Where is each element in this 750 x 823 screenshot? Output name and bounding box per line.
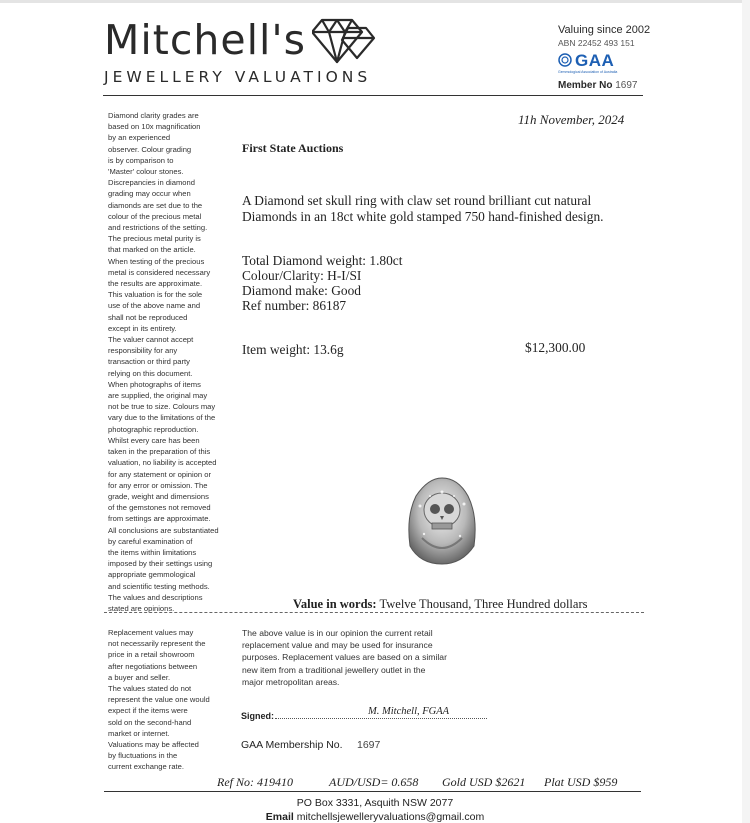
retail-line: new item from a traditional jewellery outlet in the [242, 664, 426, 675]
signature-line [275, 718, 487, 719]
footer-plat-price: Plat USD $959 [544, 775, 618, 789]
total-diamond-weight: Total Diamond weight: 1.80ct [242, 253, 403, 268]
disclaimer-line: sold on the second-hand [108, 717, 192, 727]
retail-line: The above value is in our opinion the current retail [242, 628, 433, 638]
disclaimer-line: not be true to size. Colours may [108, 402, 216, 412]
disclaimer-line: All conclusions are substantiated [108, 525, 219, 535]
disclaimer-line: represent the value one would [108, 695, 210, 705]
disclaimer-line: photographic reproduction. [108, 424, 199, 434]
disclaimer-line: of the gemstones not removed [108, 503, 211, 513]
item-weight: Item weight: 13.6g [242, 342, 344, 357]
abn-number: ABN 22452 493 151 [558, 38, 635, 48]
disclaimer-line: Diamond clarity grades are [108, 111, 199, 120]
disclaimer-line: imposed by their settings using [108, 559, 213, 569]
item-description: A Diamond set skull ring with claw set round brilliant cut natural Diamonds in an 18ct white gold stamped 750 hand-finished design. [242, 193, 604, 224]
retail-line: major metropolitan areas. [242, 676, 340, 687]
disclaimer-line: based on 10x magnification [108, 122, 201, 132]
gaa-subtitle: Gemmological Association of Australia [558, 70, 618, 74]
disclaimer-line: vary due to the limitations of the [108, 413, 216, 423]
disclaimer-line: for any error or omission. The [108, 480, 208, 490]
disclaimer-line: current exchange rate. [108, 762, 184, 772]
postal-address: PO Box 3331, Asquith NSW 2077 [296, 797, 454, 809]
footer-ref-no: Ref No: 419410 [217, 775, 293, 789]
disclaimer-line: diamonds are set due to the [108, 200, 203, 210]
retail-statement [242, 627, 492, 688]
disclaimer-line: the items within limitations [108, 547, 197, 557]
disclaimer-line: grading may occur when [108, 189, 191, 199]
disclaimer-line: and restrictions of the setting. [108, 223, 208, 233]
disclaimer-line: Valuations may be affected [108, 740, 199, 750]
diamond-make: Diamond make: Good [242, 283, 362, 298]
disclaimer-line: the results are approximate. [108, 279, 203, 289]
disclaimer-line: taken in the preparation of this [108, 447, 211, 457]
value-in-words-label: Value in words: [293, 597, 377, 611]
disclaimer-line: from settings are approximate. [108, 514, 211, 524]
signed-label: Signed: [241, 711, 274, 721]
disclaimer-line: that marked on the article. [108, 245, 196, 255]
email-address[interactable]: mitchellsjewelleryvaluations@gmail.com [296, 811, 485, 823]
disclaimer-line: The precious metal purity is [108, 234, 201, 244]
colour-clarity: Colour/Clarity: H-I/SI [242, 268, 362, 283]
disclaimer-line: price in a retail showroom [108, 650, 195, 660]
disclaimer-line: When testing of the precious [108, 256, 205, 266]
gaa-logo-icon [558, 53, 572, 67]
gaa-membership-label: GAA Membership No. [241, 739, 343, 751]
ref-number: Ref number: 86187 [242, 298, 347, 313]
disclaimer-line: The values stated do not [108, 684, 192, 694]
page-edge [742, 0, 750, 823]
disclaimer-line: by careful examination of [108, 536, 193, 546]
disclaimer-column [108, 110, 234, 614]
retail-line: purposes. Replacement values are based on a similar [242, 652, 447, 663]
skull-ring-photo [402, 476, 480, 566]
disclaimer-line: after negotiations between [108, 661, 198, 671]
gaa-membership-number: 1697 [357, 739, 381, 751]
disclaimer-line: grade, weight and dimensions [108, 491, 209, 501]
disclaimer-line: by an experienced [108, 133, 171, 143]
disclaimer-line: except in its entirety. [108, 323, 177, 333]
value-in-words [293, 597, 587, 612]
disclaimer-line: for any statement or opinion or [108, 469, 211, 479]
disclaimer-line: and scientific testing methods. [108, 581, 210, 591]
disclaimer-line: Whilst every care has been [108, 435, 200, 445]
disclaimer-line: stated are opinions. [108, 603, 175, 613]
value-in-words-text: Twelve Thousand, Three Hundred dollars [379, 597, 588, 611]
disclaimer-line: market or internet. [108, 728, 170, 738]
valuation-price: $12,300.00 [525, 340, 586, 355]
top-border [0, 0, 750, 3]
disclaimer-line: transaction or third party [108, 357, 190, 367]
disclaimer-line: observer. Colour grading [108, 144, 192, 154]
header-divider [103, 95, 643, 96]
disclaimer-line: use of the above name and [108, 301, 201, 311]
disclaimer-line: valuation, no liability is accepted [108, 458, 217, 468]
gaa-wordmark: GAA [575, 51, 615, 70]
brand-name: Mitchell's [104, 16, 307, 64]
footer-divider [104, 791, 641, 792]
disclaimer-line: metal is considered necessary [108, 267, 211, 277]
brand-tagline: JEWELLERY VALUATIONS [104, 68, 372, 86]
replacement-disclaimer [108, 627, 238, 773]
signature: M. Mitchell, FGAA [368, 706, 450, 717]
disclaimer-line: 'Master' colour stones. [108, 167, 184, 177]
disclaimer-line: Discrepancies in diamond [108, 178, 195, 188]
member-value: 1697 [615, 80, 638, 91]
disclaimer-line: colour of the precious metal [108, 211, 202, 221]
disclaimer-line: shall not be reproduced [108, 312, 188, 322]
disclaimer-line: is by comparison to [108, 155, 174, 165]
valuing-since: Valuing since 2002 [558, 24, 651, 36]
diamond-logo-icon [312, 16, 376, 66]
disclaimer-line: The valuer cannot accept [108, 335, 194, 345]
footer-aud-usd: AUD/USD= 0.658 [329, 775, 419, 789]
disclaimer-line: Replacement values may [108, 628, 194, 637]
footer-gold-price: Gold USD $2621 [442, 775, 526, 789]
disclaimer-line: by fluctuations in the [108, 751, 178, 761]
disclaimer-line: relying on this document. [108, 368, 193, 378]
valuation-date: 11h November, 2024 [518, 112, 625, 127]
client-name: First State Auctions [242, 141, 344, 155]
disclaimer-line: The values and descriptions [108, 592, 203, 602]
member-number [558, 80, 637, 91]
email-label: Email [265, 811, 294, 823]
retail-line: replacement value and may be used for insurance [242, 640, 433, 651]
disclaimer-line: responsibility for any [108, 346, 178, 356]
section-divider [104, 612, 644, 613]
disclaimer-line: When photographs of items [108, 379, 201, 389]
disclaimer-line: are supplied, the original may [108, 391, 208, 401]
disclaimer-line: This valuation is for the sole [108, 290, 203, 300]
disclaimer-line: a buyer and seller. [108, 672, 171, 682]
disclaimer-line: not necessarily represent the [108, 639, 206, 649]
member-label: Member No [558, 80, 613, 91]
email-line [0, 811, 750, 823]
disclaimer-line: appropriate gemmological [108, 570, 196, 580]
disclaimer-line: expect if the items were [108, 706, 188, 716]
